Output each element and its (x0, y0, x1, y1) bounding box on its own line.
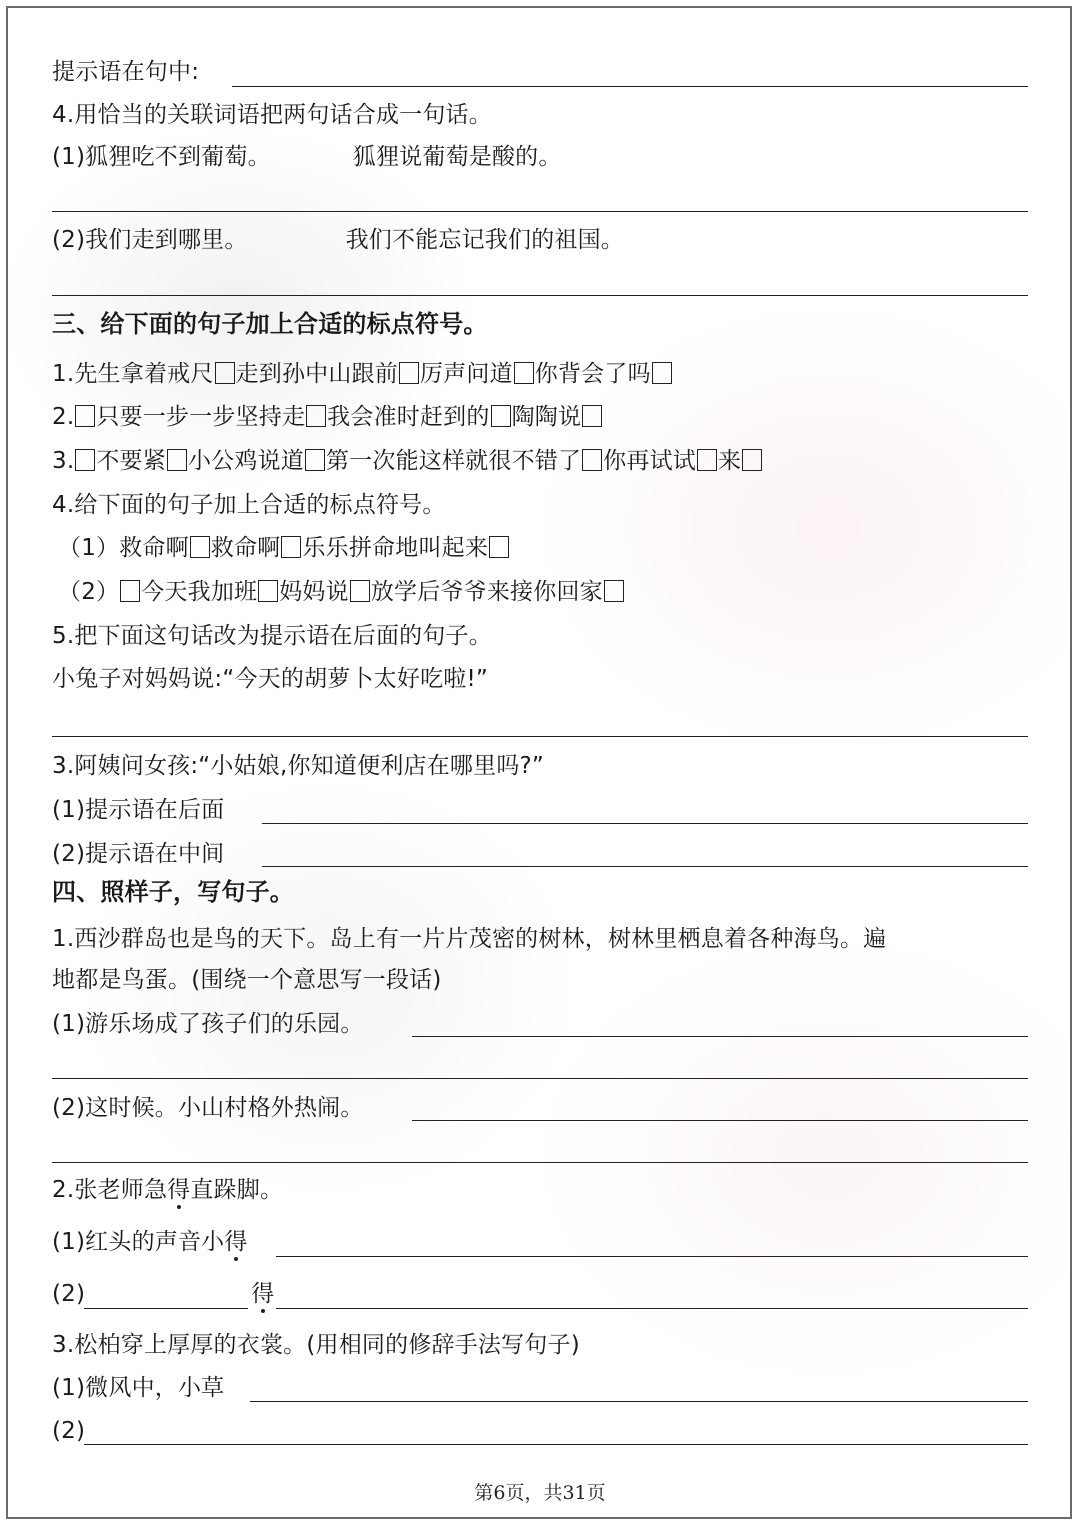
punct-box[interactable] (742, 449, 762, 471)
q4-sentence-1 (52, 139, 562, 175)
punct-sentence-4-1 (58, 530, 510, 566)
answer-line[interactable] (52, 211, 1028, 212)
answer-line[interactable] (52, 736, 1028, 737)
question-5-sentence: 小兔子对妈妈说:“今天的胡萝卜太好吃啦!” (52, 666, 489, 692)
q4-2a: (2)我们走到哪里。 (52, 227, 248, 253)
answer-line[interactable] (262, 866, 1028, 867)
page-footer: 第6页，共31页 (474, 1482, 606, 1504)
text: 救命啊 (210, 535, 281, 561)
s4-q1-2-label: (2)这时候。小山村格外热闹。 (52, 1095, 364, 1121)
s4-q2-sentence (52, 1172, 283, 1208)
answer-line[interactable] (412, 1120, 1028, 1121)
punct-box[interactable] (167, 449, 187, 471)
answer-line[interactable] (276, 1308, 1028, 1309)
text: 乐乐拼命地叫起来 (302, 535, 489, 561)
text: 小公鸡说道 (187, 448, 304, 474)
answer-line[interactable] (84, 1444, 1028, 1445)
text: (2) (52, 1281, 86, 1307)
emphasis-char: 得 (251, 1281, 275, 1307)
answer-line[interactable] (232, 86, 1028, 87)
q4-1b: 狐狸说葡萄是酸的。 (352, 144, 562, 170)
answer-line[interactable] (84, 1308, 248, 1309)
punct-box[interactable] (582, 405, 602, 427)
punct-box[interactable] (281, 536, 301, 558)
punct-box[interactable] (582, 449, 602, 471)
text: 来 (717, 448, 742, 474)
text: 只要一步一步坚持走 (96, 404, 306, 430)
text: 不要紧 (96, 448, 166, 474)
answer-line[interactable] (276, 1256, 1028, 1257)
text: 今天我加班 (141, 579, 258, 605)
question-5-title: 5.把下面这句话改为提示语在后面的句子。 (52, 623, 492, 649)
punct-box[interactable] (305, 449, 325, 471)
s4-q2-1-label (52, 1224, 248, 1260)
punct-box[interactable] (75, 405, 95, 427)
text: 2. (52, 404, 75, 430)
section-3-heading: 三、给下面的句子加上合适的标点符号。 (52, 310, 488, 338)
text: 2.张老师急 (52, 1177, 168, 1203)
punct-box[interactable] (652, 362, 672, 384)
punct-box[interactable] (215, 362, 235, 384)
punct-sentence-4-2 (58, 574, 625, 610)
section-4-heading: 四、照样子，写句子。 (52, 878, 294, 906)
answer-line[interactable] (52, 295, 1028, 296)
answer-line[interactable] (52, 1162, 1028, 1163)
text: 厉声问道 (419, 361, 513, 387)
answer-line[interactable] (262, 823, 1028, 824)
q3-hint-middle-label: (2)提示语在中间 (52, 841, 225, 867)
q4-2b: 我们不能忘记我们的祖国。 (345, 227, 624, 253)
text: 直跺脚。 (190, 1177, 284, 1203)
text: 你背会了吗 (534, 361, 651, 387)
text: 放学后爷爷来接你回家 (370, 579, 603, 605)
s4-q2-2-label (52, 1276, 274, 1312)
question-3-sentence: 3.阿姨问女孩:“小姑娘,你知道便利店在哪里吗?” (52, 753, 545, 779)
punct-sentence-1 (52, 356, 673, 392)
text: (1)红头的声音小 (52, 1229, 225, 1255)
q4-sentence-2 (52, 222, 624, 258)
punct-box[interactable] (514, 362, 534, 384)
text: （1）救命啊 (58, 535, 189, 561)
punct-box[interactable] (258, 580, 278, 602)
punct-box[interactable] (190, 536, 210, 558)
punct-box[interactable] (75, 449, 95, 471)
punct-box[interactable] (489, 536, 509, 558)
s4-q3-1-label: (1)微风中，小草 (52, 1375, 225, 1401)
punct-question-4: 4.给下面的句子加上合适的标点符号。 (52, 492, 446, 518)
punct-box[interactable] (697, 449, 717, 471)
answer-line[interactable] (52, 1078, 1028, 1079)
text: 3. (52, 448, 75, 474)
punct-box[interactable] (306, 405, 326, 427)
text: 走到孙中山跟前 (235, 361, 398, 387)
answer-line[interactable] (412, 1036, 1028, 1037)
s4-q3-sentence: 3.松柏穿上厚厚的衣裳。(用相同的修辞手法写句子) (52, 1332, 580, 1358)
punct-sentence-3 (52, 443, 763, 479)
text: 你再试试 (603, 448, 696, 474)
emphasis-char: 得 (224, 1229, 248, 1255)
text: （2） (58, 579, 120, 605)
text: 陶陶说 (511, 404, 582, 430)
q3-hint-after-label: (1)提示语在后面 (52, 797, 225, 823)
text: 1.先生拿着戒尺 (52, 361, 214, 387)
punct-box[interactable] (604, 580, 624, 602)
text: 第一次能这样就很不错了 (325, 448, 582, 474)
answer-line[interactable] (250, 1401, 1028, 1402)
s4-q3-2-label: (2) (52, 1418, 86, 1444)
punct-box[interactable] (399, 362, 419, 384)
punct-box[interactable] (350, 580, 370, 602)
punct-sentence-2 (52, 399, 603, 435)
q4-1a: (1)狐狸吃不到葡萄。 (52, 144, 271, 170)
punct-box[interactable] (120, 580, 140, 602)
punct-box[interactable] (491, 405, 511, 427)
hint-middle-label: 提示语在句中: (52, 59, 200, 85)
text: 我会准时赶到的 (327, 404, 490, 430)
s4-q1-1-label: (1)游乐场成了孩子们的乐园。 (52, 1011, 364, 1037)
text: 妈妈说 (279, 579, 349, 605)
question-4-title: 4.用恰当的关联词语把两句话合成一句话。 (52, 102, 492, 128)
s4-q1-line-b: 地都是鸟蛋。(围绕一个意思写一段话) (52, 967, 442, 993)
s4-q1-line-a: 1.西沙群岛也是鸟的天下。岛上有一片片茂密的树林，树林里栖息着各种海鸟。遍 (52, 926, 887, 952)
emphasis-char: 得 (167, 1177, 191, 1203)
